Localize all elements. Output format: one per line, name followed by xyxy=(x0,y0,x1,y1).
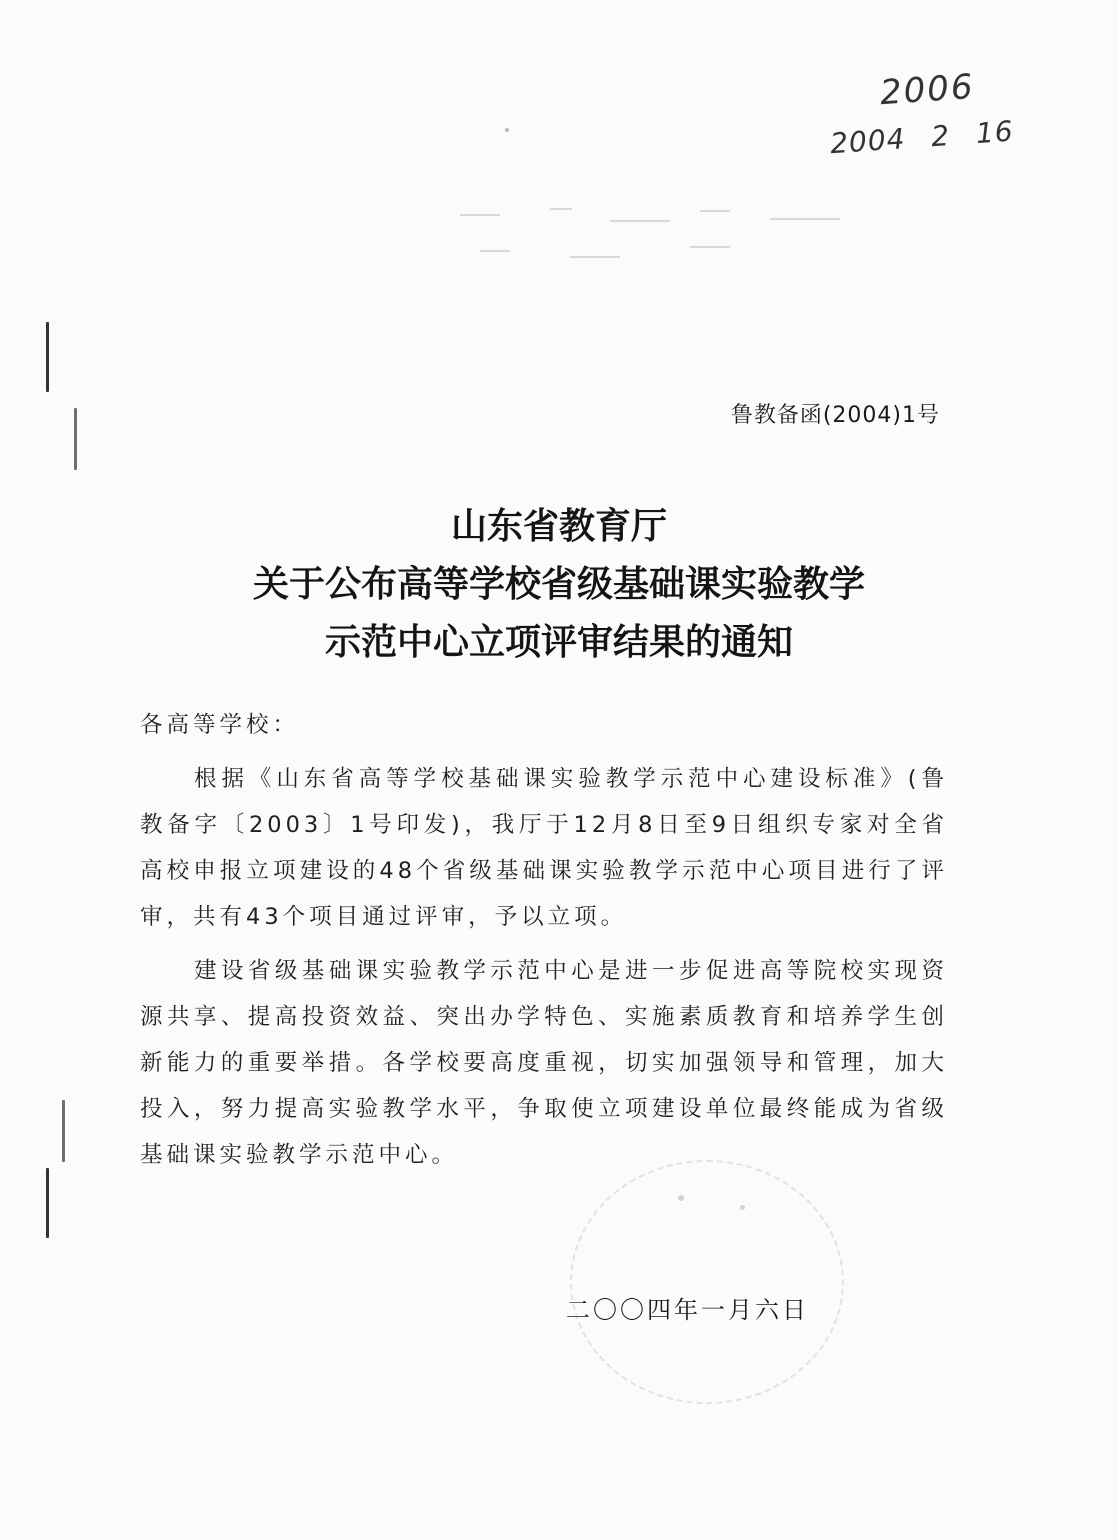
body-paragraph: 根据《山东省高等学校基础课实验教学示范中心建设标准》(鲁教备字〔2003〕1号印发)，我厅于12月8日至9日组织专家对全省高校申报立项建设的48个省级基础课实验教学示范中心项目进行了评审，共有43个项目通过评审，予以立项。 xyxy=(140,766,948,930)
title-line: 山东省教育厅 xyxy=(450,506,667,547)
handwritten-date-note xyxy=(829,113,1041,161)
document-body xyxy=(140,702,948,1186)
document-title xyxy=(0,498,1118,672)
binding-mark xyxy=(62,1100,65,1162)
scan-speck xyxy=(505,128,509,132)
handwritten-year-note: 2006 xyxy=(878,66,976,114)
body-paragraph: 建设省级基础课实验教学示范中心是进一步促进高等院校实现资源共享、提高投资效益、突出办学特色、实施素质教育和培养学生创新能力的重要举措。各学校要高度重视，切实加强领导和管理，加大投入，努力提高实验教学水平，争取使立项建设单位最终能成为省级基础课实验教学示范中心。 xyxy=(140,958,948,1168)
handwritten-date-day: 16 xyxy=(974,114,1015,151)
salutation: 各高等学校： xyxy=(140,712,300,738)
title-line: 关于公布高等学校省级基础课实验教学 xyxy=(252,564,865,605)
handwritten-date-year: 2004 xyxy=(829,122,907,161)
official-seal xyxy=(570,1160,844,1404)
title-line: 示范中心立项评审结果的通知 xyxy=(324,622,793,663)
scan-speck xyxy=(740,1205,745,1210)
faint-stamp-marks xyxy=(440,200,900,280)
scan-speck xyxy=(678,1195,684,1201)
issue-date: 二〇〇四年一月六日 xyxy=(566,1296,809,1324)
binding-mark xyxy=(46,322,49,392)
handwritten-date-month: 2 xyxy=(930,118,952,154)
document-number: 鲁教备函(2004)1号 xyxy=(730,403,940,428)
binding-mark xyxy=(74,408,77,470)
binding-mark xyxy=(46,1168,49,1238)
